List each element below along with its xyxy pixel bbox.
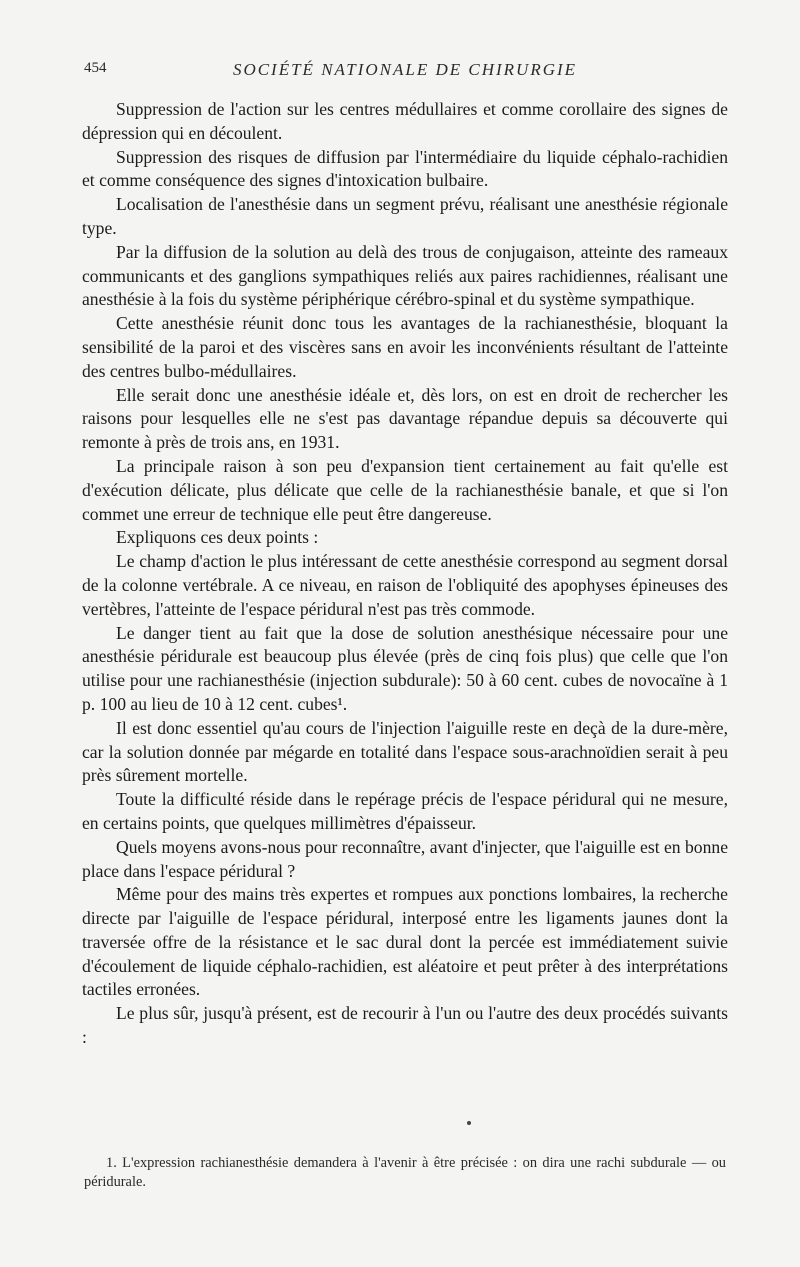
- paragraph: Toute la difficulté réside dans le repérage précis de l'espace péridural qui ne mesure, en certains points, que quelques millimètres d'épaisseur.: [82, 789, 728, 833]
- paragraph: Quels moyens avons-nous pour reconnaître, avant d'injecter, que l'aiguille est en bonne place dans l'espace péridural ?: [82, 836, 728, 881]
- paragraph: Cette anesthésie réunit donc tous les avantages de la rachianesthésie, bloquant la sensibilité de la paroi et des viscères sans en avoir les inconvénients résultant de l'atteinte des centres bulbo-médullaires.: [82, 313, 728, 381]
- ink-speck: [467, 1121, 471, 1125]
- paragraph: Suppression de l'action sur les centres médullaires et comme corollaire des signes de dépression qui en découlent.: [82, 99, 728, 143]
- footnote-text: 1. L'expression rachianesthésie demandera à l'avenir à être précisée : on dira une rachi subdurale — ou péridurale.: [84, 1155, 726, 1190]
- paragraph: La principale raison à son peu d'expansion tient certainement au fait qu'elle est d'exécution délicate, plus délicate que celle de la rachianesthésie banale, et que si l'on commet une erreur de technique elle peut être dangereuse.: [82, 455, 728, 524]
- paragraph: Expliquons ces deux points :: [116, 527, 319, 548]
- paragraph: Le danger tient au fait que la dose de solution anesthésique nécessaire pour une anesthésie péridurale est beaucoup plus élevée (près de cinq fois plus) que celle que l'on utilise pour une rachianesthésie (injection subdurale): 50 à 60 cent. cubes de novocaïne à 1 p. 100 au lieu de 10 à 12 cent. cubes¹.: [82, 622, 728, 714]
- footnote: [84, 1154, 726, 1192]
- paragraph: Le plus sûr, jusqu'à présent, est de recourir à l'un ou l'autre des deux procédés suivants :: [82, 1003, 728, 1048]
- running-title: SOCIÉTÉ NATIONALE DE CHIRURGIE: [232, 60, 578, 79]
- paragraph: Localisation de l'anesthésie dans un segment prévu, réalisant une anesthésie régionale type.: [82, 194, 728, 238]
- paragraph: Il est donc essentiel qu'au cours de l'injection l'aiguille reste en deçà de la dure-mère, car la solution donnée par mégarde en totalité dans l'espace sous-arachnoïdien serait à peu près sûrement mortelle.: [82, 717, 728, 786]
- paragraph: Même pour des mains très expertes et rompues aux ponctions lombaires, la recherche directe par l'aiguille de l'espace péridural, interposé entre les ligaments jaunes dont la traversée offre de la résistance et le sac dural dont la percée est immédiatement suivie d'écoulement de liquide céphalo-rachidien, est aléatoire et peut prêter à des interprétations tactiles erronées.: [82, 884, 728, 1000]
- paragraph: Le champ d'action le plus intéressant de cette anesthésie correspond au segment dorsal de la colonne vertébrale. A ce niveau, en raison de l'obliquité des apophyses épineuses des vertèbres, l'atteinte de l'espace péridural n'est pas très commode.: [82, 551, 728, 619]
- page-number: 454: [84, 60, 107, 76]
- page-header: [84, 60, 726, 84]
- paragraph: Par la diffusion de la solution au delà des trous de conjugaison, atteinte des rameaux communicants et des ganglions sympathiques reliés aux paires rachidiennes, réalisant une anesthésie à la fois du système périphérique cérébro-spinal et du système sympathique.: [82, 241, 728, 310]
- body-text: [82, 98, 728, 1050]
- paragraph: Suppression des risques de diffusion par l'intermédiaire du liquide céphalo-rachidien et comme conséquence des signes d'intoxication bulbaire.: [82, 146, 728, 191]
- paragraph: Elle serait donc une anesthésie idéale et, dès lors, on est en droit de rechercher les raisons pour lesquelles elle ne s'est pas davantage répandue depuis sa découverte qui remonte à près de trois ans, en 1931.: [82, 384, 728, 453]
